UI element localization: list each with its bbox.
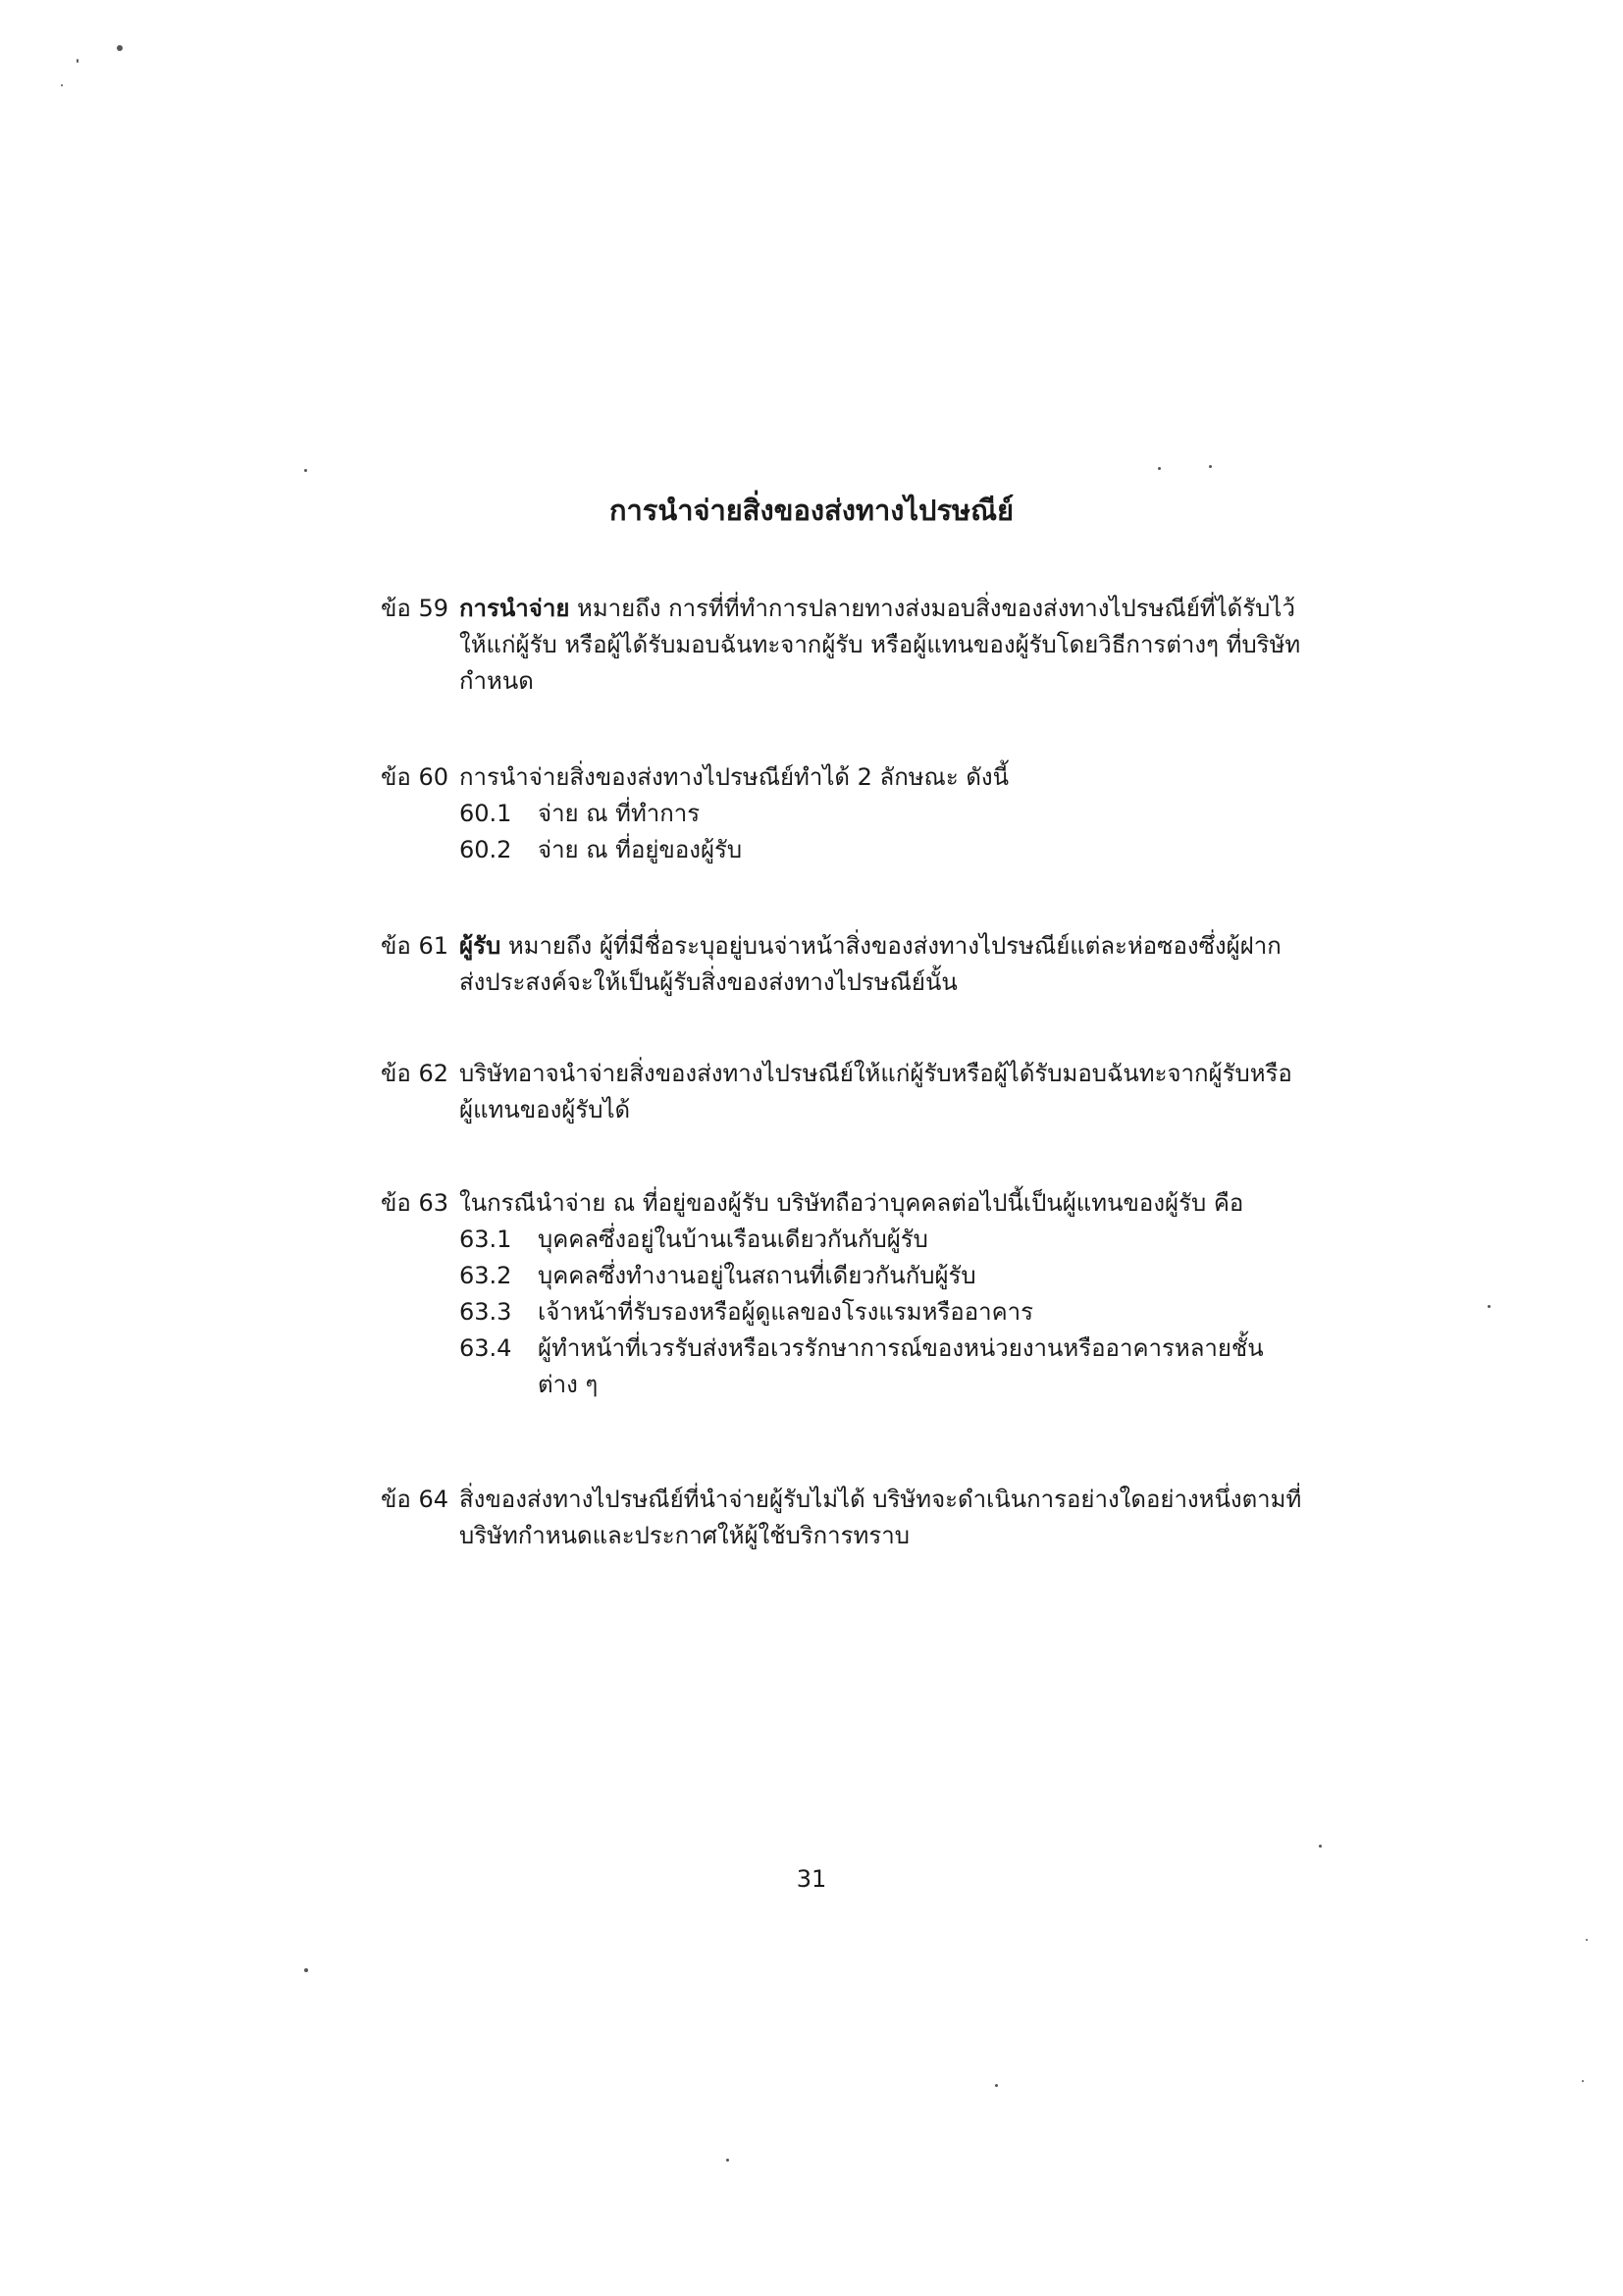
- clause-61: [381, 928, 1303, 1001]
- sub-item: [459, 1294, 1303, 1331]
- clause-number: ข้อ 62: [381, 1060, 448, 1087]
- clause-body: หมายถึง ผู้ที่มีชื่อระบุอยู่บนจ่าหน้าสิ่งของส่งทางไปรษณีย์แต่ละห่อซองซึ่งผู้ฝากส่งประสงค์จะให้เป็นผู้รับสิ่งของส่งทางไปรษณีย์นั้น: [459, 932, 1282, 996]
- sub-item-text: ผู้ทำหน้าที่เวรรับส่งหรือเวรรักษาการณ์ของหน่วยงานหรืออาคารหลายชั้นต่าง ๆ: [538, 1334, 1264, 1398]
- clause-number: ข้อ 61: [381, 932, 448, 960]
- clause-text: [459, 591, 1303, 700]
- clause-number: ข้อ 59: [381, 595, 448, 622]
- sub-item: [459, 796, 1303, 832]
- sub-item-text: จ่าย ณ ที่ทำการ: [538, 800, 701, 827]
- sub-item-number: 63.4: [459, 1334, 512, 1362]
- clause-62: [381, 1056, 1303, 1128]
- clause-59: [381, 591, 1303, 700]
- clause-number: ข้อ 64: [381, 1486, 448, 1513]
- clause-term: การนำจ่าย: [459, 595, 570, 622]
- clause-body: ในกรณีนำจ่าย ณ ที่อยู่ของผู้รับ บริษัทถือว่าบุคคลต่อไปนี้เป็นผู้แทนของผู้รับ คือ: [459, 1189, 1244, 1217]
- page-number: 31: [796, 1865, 827, 1893]
- document-title: การนำจ่ายสิ่งของส่งทางไปรษณีย์: [608, 494, 1015, 527]
- clause-body: การนำจ่ายสิ่งของส่งทางไปรษณีย์ทำได้ 2 ลักษณะ ดังนี้: [459, 763, 1010, 791]
- clause-60: [381, 759, 1303, 868]
- sub-item-text: เจ้าหน้าที่รับรองหรือผู้ดูแลของโรงแรมหรืออาคาร: [538, 1298, 1034, 1326]
- sub-item-number: 60.1: [459, 800, 512, 827]
- sub-item: [459, 1331, 1303, 1403]
- sub-item-number: 60.2: [459, 836, 512, 863]
- sub-item-text: จ่าย ณ ที่อยู่ของผู้รับ: [538, 836, 743, 863]
- sub-item: [459, 1258, 1303, 1294]
- clause-term: ผู้รับ: [459, 932, 501, 960]
- sub-item-number: 63.3: [459, 1298, 512, 1326]
- sub-item-text: บุคคลซึ่งทำงานอยู่ในสถานที่เดียวกันกับผู้รับ: [538, 1262, 976, 1289]
- clause-body: หมายถึง การที่ที่ทำการปลายทางส่งมอบสิ่งของส่งทางไปรษณีย์ที่ได้รับไว้ให้แก่ผู้รับ หรือผู้ได้รับมอบฉันทะจากผู้รับ หรือผู้แทนของผู้รับโดยวิธีการต่างๆ ที่บริษัทกำหนด: [459, 595, 1301, 695]
- sub-item: [459, 832, 1303, 868]
- sub-item: [459, 1222, 1303, 1258]
- clause-number: ข้อ 63: [381, 1189, 448, 1217]
- clause-64: [381, 1482, 1303, 1554]
- sub-item-text: บุคคลซึ่งอยู่ในบ้านเรือนเดียวกันกับผู้รับ: [538, 1226, 928, 1253]
- clause-number: ข้อ 60: [381, 763, 448, 791]
- sub-item-number: 63.1: [459, 1226, 512, 1253]
- clause-63: [381, 1185, 1303, 1403]
- sub-item-number: 63.2: [459, 1262, 512, 1289]
- clause-body: สิ่งของส่งทางไปรษณีย์ที่นำจ่ายผู้รับไม่ได้ บริษัทจะดำเนินการอย่างใดอย่างหนึ่งตามที่บริษัทกำหนดและประกาศให้ผู้ใช้บริการทราบ: [459, 1486, 1302, 1549]
- clause-body: บริษัทอาจนำจ่ายสิ่งของส่งทางไปรษณีย์ให้แก่ผู้รับหรือผู้ได้รับมอบฉันทะจากผู้รับหรือผู้แทนของผู้รับได้: [459, 1060, 1292, 1123]
- clause-text: [459, 928, 1303, 1001]
